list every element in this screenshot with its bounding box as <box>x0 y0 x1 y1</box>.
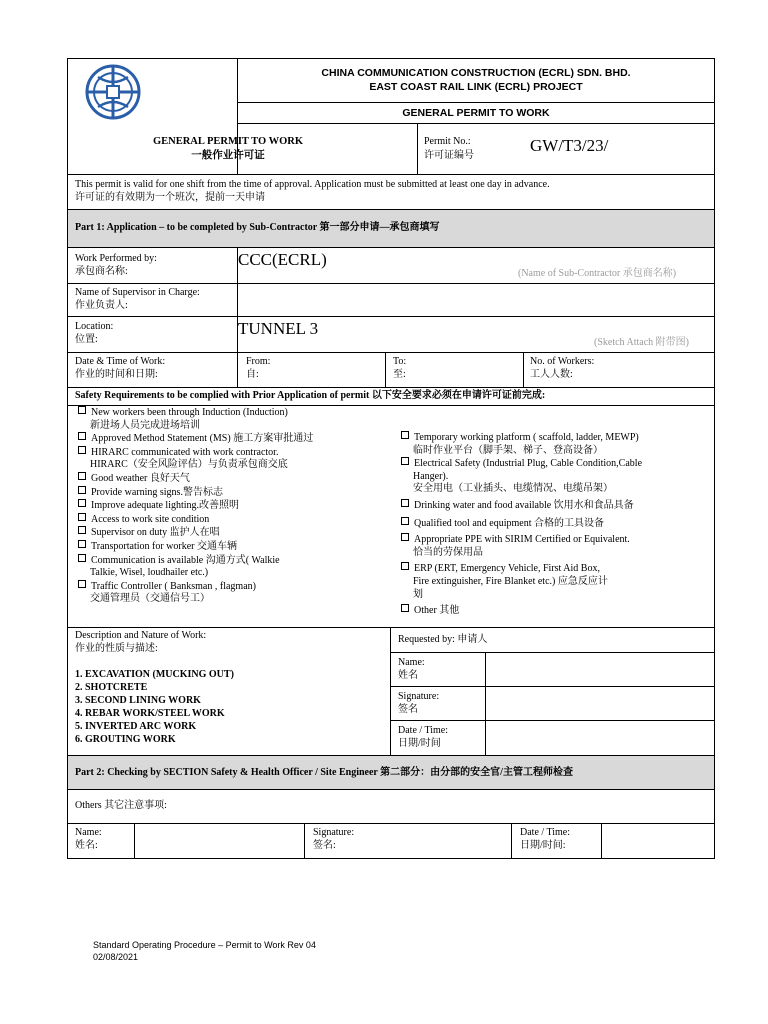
location-value[interactable]: TUNNEL 3 <box>238 319 319 338</box>
safety-item[interactable]: Other 其他 <box>401 604 642 618</box>
checkbox-icon[interactable] <box>78 513 86 521</box>
checkbox-icon[interactable] <box>78 580 86 588</box>
requester-datetime-label-cn: 日期/时间 <box>398 738 441 749</box>
to-label-cn: 至: <box>393 369 406 380</box>
checkbox-icon[interactable] <box>78 499 86 507</box>
from-label-en: From: <box>246 356 271 367</box>
footer-sop: Standard Operating Procedure – Permit to Work Rev 04 <box>93 940 316 950</box>
checkbox-icon[interactable] <box>401 431 409 439</box>
checker-name-field[interactable] <box>135 824 304 859</box>
checkbox-icon[interactable] <box>78 406 86 414</box>
requester-signature-label-cn: 签名 <box>398 704 418 715</box>
permit-no-label-en: Permit No.: <box>424 136 471 147</box>
workers-label-en: No. of Workers: <box>530 356 595 367</box>
requested-by-label: Requested by: 申请人 <box>398 634 488 645</box>
safety-item[interactable]: Transportation for worker 交通车辆 <box>78 540 313 554</box>
safety-item[interactable]: New workers been through Induction (Induction) <box>78 406 313 420</box>
requester-signature-label-en: Signature: <box>398 691 440 702</box>
description-label-en: Description and Nature of Work: <box>75 630 207 641</box>
checkbox-icon[interactable] <box>78 446 86 454</box>
part2-heading: Part 2: Checking by SECTION Safety & Health Officer / Site Engineer 第二部分：由分部的安全官/主管工程师检查 <box>75 767 573 778</box>
safety-item[interactable]: Qualified tool and equipment 合格的工具设备 <box>401 517 642 531</box>
work-item: 4. REBAR WORK/STEEL WORK <box>75 708 225 719</box>
location-hint: (Sketch Attach 附带图) <box>594 337 689 348</box>
safety-item[interactable]: Supervisor on duty 监护人在唱 <box>78 526 313 540</box>
checker-datetime-field[interactable] <box>602 824 714 859</box>
company-name: CHINA COMMUNICATION CONSTRUCTION (ECRL) SDN. BHD. <box>321 67 631 79</box>
checkbox-icon[interactable] <box>78 486 86 494</box>
permit-no-label-cn: 许可证编号 <box>424 150 474 161</box>
checkbox-icon[interactable] <box>401 533 409 541</box>
checkbox-icon[interactable] <box>401 457 409 465</box>
supervisor-label-cn: 作业负责人: <box>75 300 128 311</box>
checkbox-icon[interactable] <box>401 499 409 507</box>
requester-name-label-cn: 姓名 <box>398 670 418 681</box>
checkbox-icon[interactable] <box>401 562 409 570</box>
workers-label-cn: 工人人数: <box>530 369 573 380</box>
safety-item[interactable]: Drinking water and food available 饮用水和食品具备 <box>401 499 642 513</box>
requester-signature-field[interactable] <box>486 687 714 720</box>
safety-list-right: Temporary working platform ( scaffold, ladder, MEWP) 临时作业平台（脚手架、梯子、登高设备） Electrical Safety (Industrial Plug, Cable Condition,Cable Hanger). 安全用电（工业插头、电缆情况、电缆吊架） Drinking water and food available 饮用水和食品具备 Qualified tool and equipment 合格的工具设备 Appropriate PPE with SIRIM Certified or Equivalent. 恰当的劳保用品 ERP (ERT, Emergency Vehicle, First Aid Box, Fire extinguisher, Fire Blanket etc.) 应急反应计 划 Other 其他 <box>401 431 642 618</box>
work-item: 5. INVERTED ARC WORK <box>75 721 197 732</box>
safety-list-left: New workers been through Induction (Induction) 新进场人员完成进场培训 Approved Method Statement (MS) 施工方案审批通过 HIRARC communicated with work contractor. HIRARC（安全风险评估）与负责承包商交底 Good weather 良好天气 Provide warning signs.警告标志 Improve adequate lighting.改善照明 Access to work site condition Supervisor on duty 监护人在唱 Transportation for worker 交通车辆 Communication is available 沟通方式( Walkie Talkie, Wisel, loudhailer etc.) Traffic Controller ( Banksman , flagman) 交通管理员（交通信号工） <box>78 406 313 606</box>
checker-name-label-cn: 姓名: <box>75 840 98 851</box>
supervisor-label-en: Name of Supervisor in Charge: <box>75 287 200 298</box>
work-item: 1. EXCAVATION (MUCKING OUT) <box>75 669 234 680</box>
requester-datetime-label-en: Date / Time: <box>398 725 449 736</box>
requester-name-field[interactable] <box>486 653 714 686</box>
company-logo <box>80 63 146 121</box>
requester-name-label-en: Name: <box>398 657 425 668</box>
safety-item[interactable]: Approved Method Statement (MS) 施工方案审批通过 <box>78 432 313 446</box>
footer-date: 02/08/2021 <box>93 952 139 962</box>
part1-heading: Part 1: Application – to be completed by Sub-Contractor 第一部分申请—承包商填写 <box>75 222 440 233</box>
work-by-value[interactable]: CCC(ECRL) <box>238 250 327 269</box>
form-title-cn: 一般作业许可证 <box>191 150 265 161</box>
checker-signature-field[interactable] <box>380 824 511 859</box>
from-label-cn: 自: <box>246 369 259 380</box>
safety-item[interactable]: Provide warning signs.警告标志 <box>78 486 313 500</box>
safety-item[interactable]: Good weather 良好天气 <box>78 472 313 486</box>
checker-signature-label-cn: 签名: <box>313 840 336 851</box>
safety-heading: Safety Requirements to be complied with Prior Application of permit 以下安全要求必须在申请许可证前完成: <box>75 390 546 401</box>
checker-signature-label-en: Signature: <box>313 827 355 838</box>
work-by-label-cn: 承包商名称: <box>75 266 128 277</box>
safety-item[interactable]: Appropriate PPE with SIRIM Certified or Equivalent. <box>401 533 642 547</box>
location-label-cn: 位置: <box>75 334 98 345</box>
safety-item[interactable]: ERP (ERT, Emergency Vehicle, First Aid Box, <box>401 562 642 576</box>
work-by-hint: (Name of Sub-Contractor 承包商名称) <box>518 268 677 279</box>
work-item: 2. SHOTCRETE <box>75 682 148 693</box>
safety-item[interactable]: Communication is available 沟通方式( Walkie <box>78 554 313 568</box>
safety-item[interactable]: Temporary working platform ( scaffold, ladder, MEWP) <box>401 431 642 445</box>
checker-datetime-label-en: Date / Time: <box>520 827 571 838</box>
work-by-label-en: Work Performed by: <box>75 253 157 264</box>
to-label-en: To: <box>393 356 407 367</box>
safety-item[interactable]: HIRARC communicated with work contractor. <box>78 446 313 460</box>
work-item: 3. SECOND LINING WORK <box>75 695 201 706</box>
safety-item[interactable]: Access to work site condition <box>78 513 313 527</box>
work-item: 6. GROUTING WORK <box>75 734 176 745</box>
datetime-label-cn: 作业的时间和日期: <box>75 369 158 380</box>
safety-item[interactable]: Traffic Controller ( Banksman , flagman) <box>78 580 313 594</box>
permit-no-value[interactable]: GW/T3/23/ <box>530 136 609 155</box>
project-name: EAST COAST RAIL LINK (ECRL) PROJECT <box>369 81 583 93</box>
doc-title: GENERAL PERMIT TO WORK <box>402 107 550 119</box>
datetime-label-en: Date & Time of Work: <box>75 356 166 367</box>
checkbox-icon[interactable] <box>401 517 409 525</box>
checkbox-icon[interactable] <box>401 604 409 612</box>
validity-cn: 许可证的有效期为一个班次，提前一天申请 <box>75 192 265 203</box>
others-label: Others 其它注意事项: <box>75 800 167 811</box>
requester-datetime-field[interactable] <box>486 721 714 755</box>
form-title-en: GENERAL PERMIT TO WORK <box>152 136 304 147</box>
checkbox-icon[interactable] <box>78 540 86 548</box>
checkbox-icon[interactable] <box>78 432 86 440</box>
description-label-cn: 作业的性质与描述: <box>75 643 158 654</box>
safety-item[interactable]: Electrical Safety (Industrial Plug, Cable Condition,Cable <box>401 457 642 471</box>
checker-name-label-en: Name: <box>75 827 102 838</box>
checkbox-icon[interactable] <box>78 554 86 562</box>
location-label-en: Location: <box>75 321 114 332</box>
checkbox-icon[interactable] <box>78 472 86 480</box>
checker-datetime-label-cn: 日期/时间: <box>520 840 566 851</box>
safety-item[interactable]: Improve adequate lighting.改善照明 <box>78 499 313 513</box>
validity-en: This permit is valid for one shift from the time of approval. Application must be submitted at least one day in advance. <box>75 179 550 190</box>
checkbox-icon[interactable] <box>78 526 86 534</box>
